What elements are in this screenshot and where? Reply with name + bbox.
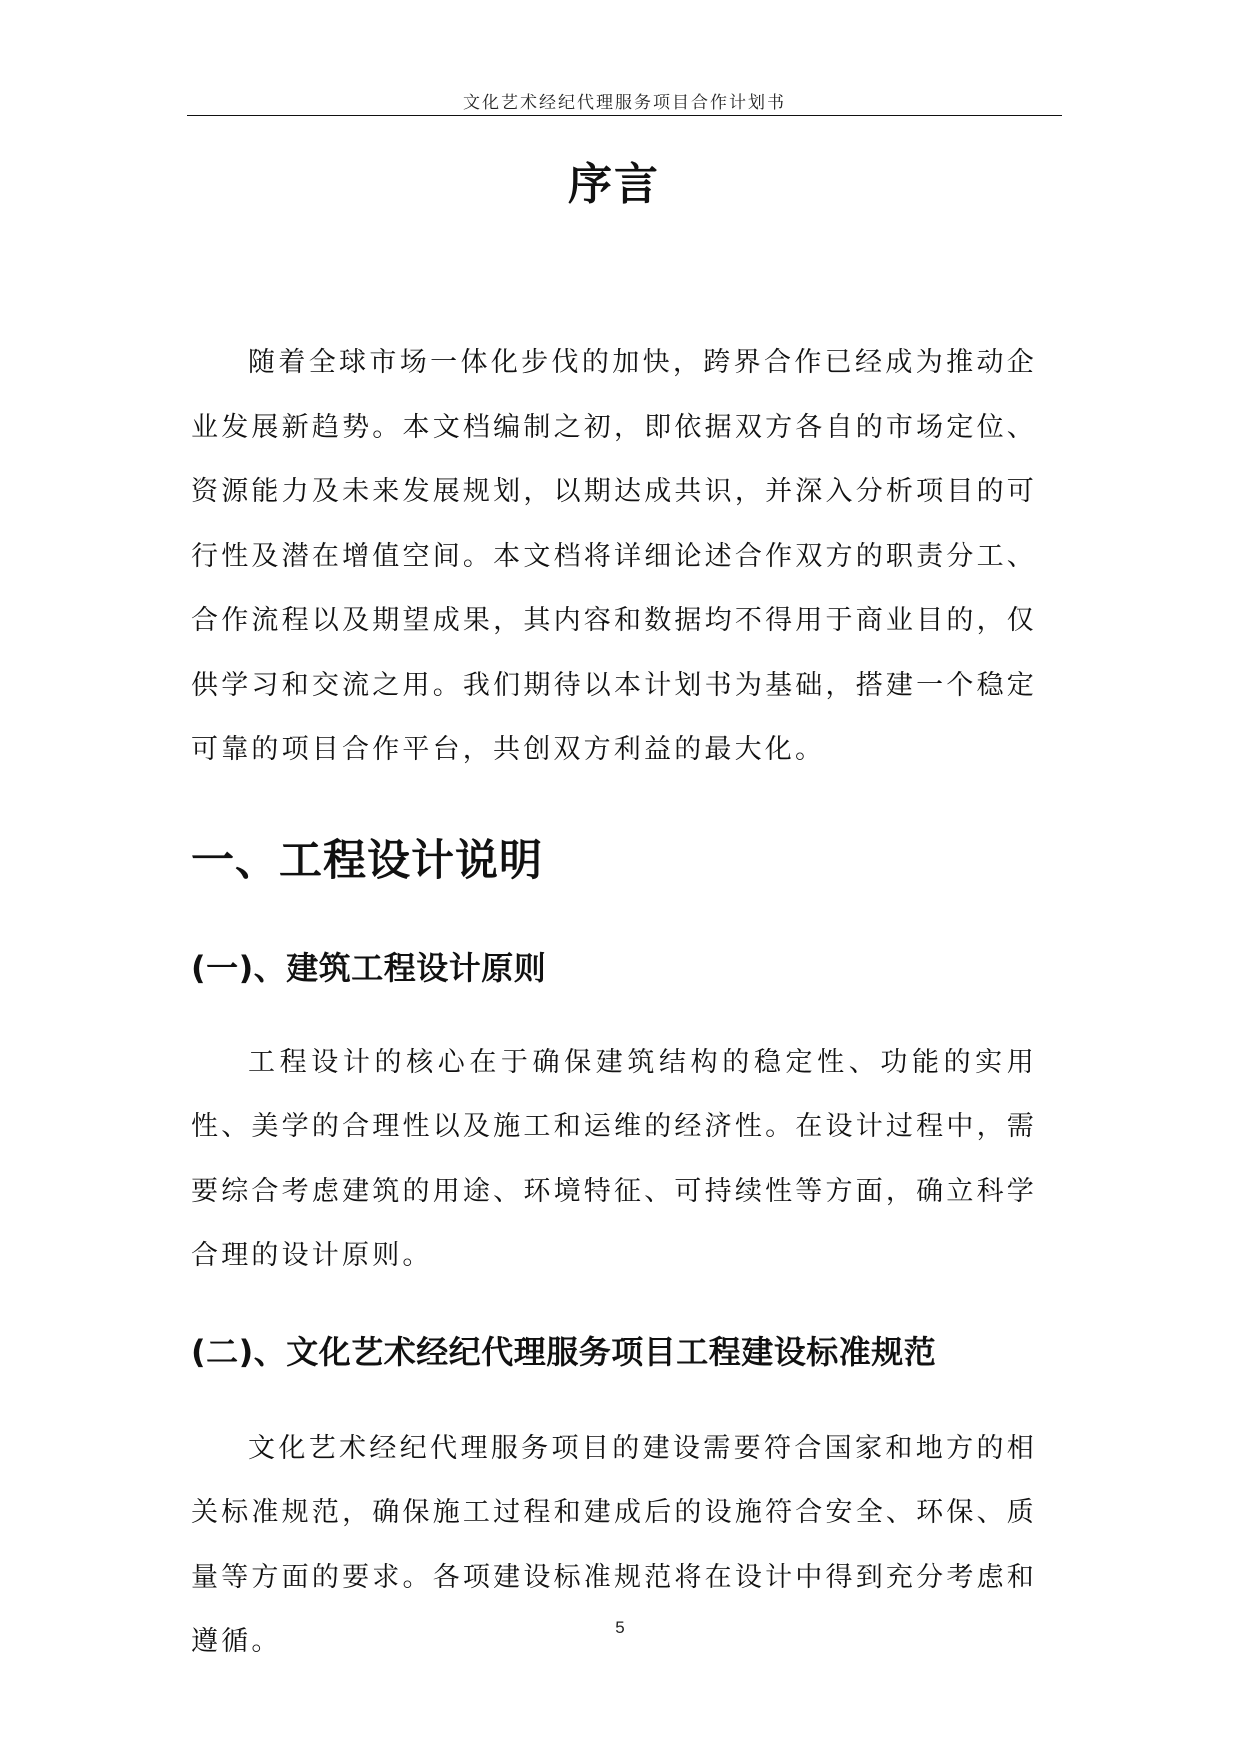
subsection-paragraph-1: 工程设计的核心在于确保建筑结构的稳定性、功能的实用性、美学的合理性以及施工和运维的经济性。在设计过程中，需要综合考虑建筑的用途、环境特征、可持续性等方面，确立科学合理的设计原则。: [191, 1046, 1037, 1271]
header-rule: [187, 115, 1062, 116]
running-header: 文化艺术经纪代理服务项目合作计划书: [463, 93, 786, 113]
subsection-heading-1: (一)、建筑工程设计原则: [191, 948, 547, 987]
preface-title: 序言: [568, 159, 660, 210]
subsection-paragraph-2: 文化艺术经纪代理服务项目的建设需要符合国家和地方的相关标准规范，确保施工过程和建成后的设施符合安全、环保、质量等方面的要求。各项建设标准规范将在设计中得到充分考虑和遵循。: [191, 1432, 1037, 1657]
subsection-heading-2: (二)、文化艺术经纪代理服务项目工程建设标准规范: [191, 1332, 937, 1371]
preface-paragraph: 随着全球市场一体化步伐的加快，跨界合作已经成为推动企业发展新趋势。本文档编制之初，即依据双方各自的市场定位、资源能力及未来发展规划，以期达成共识，并深入分析项目的可行性及潜在增值空间。本文档将详细论述合作双方的职责分工、合作流程以及期望成果，其内容和数据均不得用于商业目的，仅供学习和交流之用。我们期待以本计划书为基础，搭建一个稳定可靠的项目合作平台，共创双方利益的最大化。: [191, 347, 1037, 765]
section-heading: 一、工程设计说明: [191, 835, 543, 886]
page-number: 5: [615, 1618, 625, 1637]
page-content: [191, 150, 1037, 1675]
